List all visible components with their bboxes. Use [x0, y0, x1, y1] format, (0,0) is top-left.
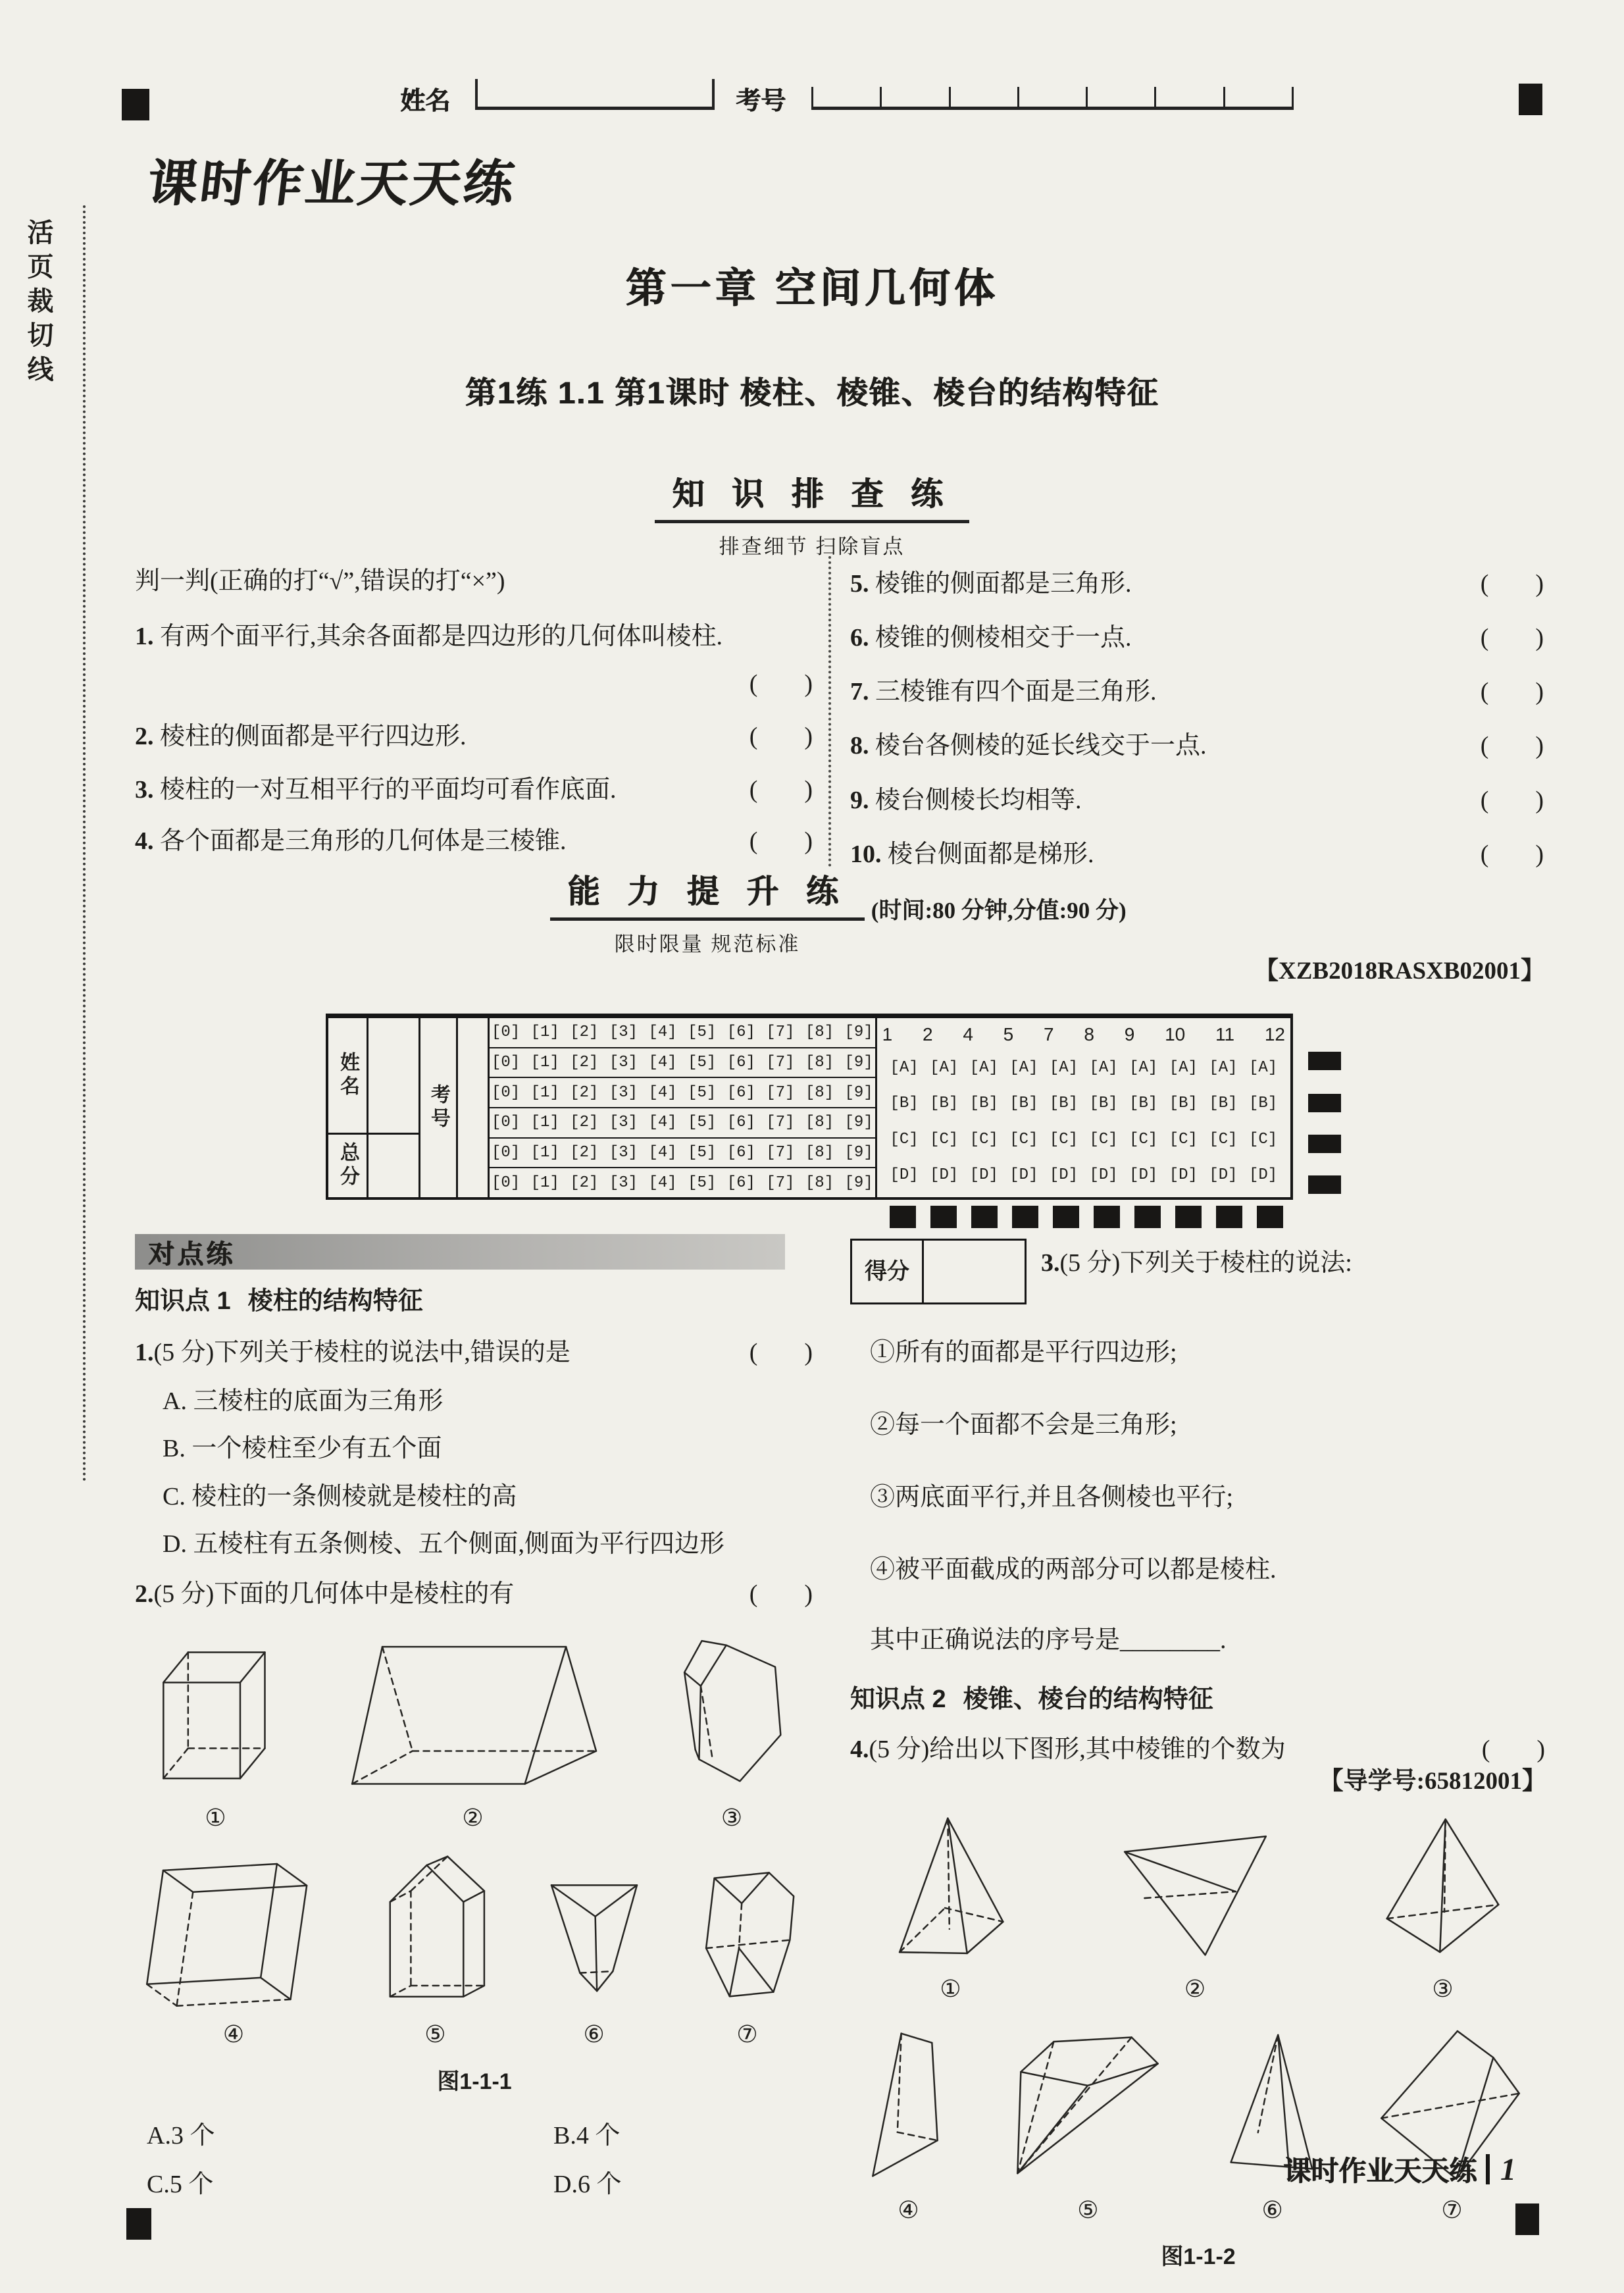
- digit-bubble-row: [0] [1] [2] [3] [4] [5] [6] [7] [8] [9]: [490, 1018, 875, 1048]
- answer-paren: ( ): [749, 670, 814, 698]
- question-1: 1.(5 分)下列关于棱柱的说法中,错误的是 ( ): [135, 1336, 814, 1369]
- figure-label: ⑤: [1077, 2197, 1099, 2225]
- composite-solid-figure: [687, 1866, 807, 2009]
- figure-label: ④: [898, 2197, 919, 2225]
- timing-mark: [1012, 1206, 1038, 1228]
- judge-question: 1. 有两个面平行,其余各面都是四边形的几何体叫棱柱. ( ): [135, 623, 814, 698]
- sheet-exam-label: 考号: [427, 1084, 449, 1131]
- timing-mark: [930, 1206, 957, 1228]
- pentagonal-prism-figure: [369, 1855, 501, 2009]
- option-bubble-row-a: [A] [A] [A] [A] [A] [A] [A] [A] [A] [A]: [890, 1058, 1278, 1077]
- pyramid-figure: [1379, 1813, 1507, 1963]
- question-3-item-3: ③两底面平行,并且各侧棱也平行;: [870, 1483, 1234, 1512]
- practice-right-column: [850, 1239, 1546, 2272]
- digit-bubble-row: [0] [1] [2] [3] [4] [5] [6] [7] [8] [9]: [490, 1139, 875, 1169]
- booklet-masthead: 课时作业天天练: [143, 156, 520, 212]
- sheet-total-write-area: [368, 1135, 419, 1197]
- question-2: 2.(5 分)下面的几何体中是棱柱的有 ( ): [135, 1578, 814, 1610]
- option-bubble-row-c: [C] [C] [C] [C] [C] [C] [C] [C] [C] [C]: [890, 1130, 1278, 1148]
- timing-mark: [890, 1206, 916, 1228]
- sheet-total-label: 总分: [337, 1142, 359, 1190]
- sheet-digit-grid: [490, 1018, 876, 1197]
- answer-paren: ( ): [749, 1339, 814, 1367]
- question-2-options: [135, 2119, 814, 2201]
- figure-1-1-2-caption: 图1-1-2: [1161, 2244, 1236, 2269]
- answer-paren: ( ): [1480, 624, 1545, 652]
- practice-banner: 对点练: [135, 1234, 785, 1270]
- knowledge-point-1: 知识点 1 棱柱的结构特征: [135, 1287, 423, 1315]
- answer-paren: ( ): [749, 827, 814, 855]
- triangular-prism-figure: [346, 1628, 599, 1792]
- sheet-name-label: 姓名: [337, 1051, 359, 1099]
- question-number-row: 1 2 4 5 7 8 9 10 11 12: [882, 1024, 1285, 1044]
- page-footer: [1283, 2150, 1516, 2189]
- review-section-header: [0, 469, 1624, 559]
- question-1-option-c: C. 棱柱的一条侧棱就是棱柱的高: [163, 1482, 517, 1510]
- timing-mark: [1094, 1206, 1120, 1228]
- pyramid-figure: [1005, 2025, 1170, 2184]
- lesson-title: 第1练 1.1 第1课时 棱柱、棱锥、棱台的结构特征: [465, 375, 1159, 410]
- ability-section-header: [26, 866, 1624, 957]
- sheet-option-grid: [877, 1018, 1290, 1197]
- figure-1-1-1-row-1: [135, 1628, 814, 1834]
- figure-label: ⑥: [583, 2021, 605, 2048]
- question-3-header: [850, 1239, 1546, 1304]
- figure-1-1-1-row-2: [135, 1854, 814, 2051]
- question-3: 3.(5 分)下列关于棱柱的说法:: [1041, 1249, 1352, 1277]
- name-label: 姓名: [400, 88, 451, 115]
- inverted-frustum-figure: [545, 1866, 644, 2009]
- answer-paren: ( ): [749, 775, 814, 804]
- figure-label: ⑦: [1441, 2197, 1463, 2225]
- timing-mark: [1308, 1052, 1341, 1070]
- answer-paren: ( ): [1480, 732, 1545, 760]
- judge-question: 3. 棱柱的一对互相平行的平面均可看作底面. ( ): [135, 773, 814, 806]
- footer-page-number: 1: [1500, 2151, 1517, 2187]
- registration-mark-top-right: [1519, 84, 1542, 115]
- review-section-subtitle: 排查细节 扫除盲点: [719, 535, 905, 558]
- judge-question: 7. 三棱锥有四个面是三角形. ( ): [850, 675, 1545, 708]
- answer-paren: ( ): [1480, 786, 1545, 814]
- question-2-option-b: B.4 个: [553, 2122, 621, 2150]
- judge-instruction: 判一判(正确的打“√”,错误的打“×”): [135, 567, 505, 595]
- ability-section-subtitle: 限时限量 规范标准: [614, 933, 801, 956]
- pyramid-figure: [890, 1814, 1011, 1963]
- answer-paren: ( ): [1480, 678, 1545, 706]
- figure-label: ①: [940, 1975, 961, 2003]
- question-3-item-4: ④被平面截成的两部分可以都是棱柱.: [870, 1556, 1277, 1584]
- footer-divider: [1486, 2154, 1490, 2184]
- cuboid-figure: [155, 1644, 276, 1792]
- exam-number-fill-line: [811, 87, 1294, 110]
- score-box-blank: [924, 1241, 1025, 1302]
- score-box: [850, 1239, 1027, 1304]
- column-divider: [828, 556, 831, 867]
- pyramid-figure: [867, 2025, 950, 2184]
- timing-mark: [1053, 1206, 1079, 1228]
- timing-mark: [1308, 1094, 1341, 1112]
- question-2-option-d: D.6 个: [553, 2171, 622, 2199]
- question-4: 4.(5 分)给出以下图形,其中棱锥的个数为 ( ): [850, 1733, 1546, 1766]
- review-left-column: [135, 565, 814, 858]
- answer-paren: ( ): [1481, 1735, 1546, 1763]
- knowledge-point-2: 知识点 2 棱锥、棱台的结构特征: [850, 1685, 1213, 1713]
- figure-label: ⑦: [736, 2021, 758, 2048]
- figure-label: ②: [1184, 1975, 1206, 2003]
- sheet-exam-write-area: [458, 1018, 490, 1197]
- hexagonal-solid-figure: [669, 1634, 794, 1792]
- answer-paren: ( ): [1480, 570, 1545, 598]
- timing-mark: [1257, 1206, 1283, 1228]
- question-3-conclusion: 其中正确说法的序号是________.: [870, 1626, 1227, 1654]
- figure-label: ⑥: [1261, 2197, 1283, 2225]
- score-box-label: 得分: [852, 1241, 924, 1302]
- question-2-option-a: A.3 个: [147, 2122, 215, 2150]
- question-1-option-a: A. 三棱柱的底面为三角形: [163, 1387, 444, 1416]
- figure-label: ③: [721, 1805, 743, 1832]
- judge-question: 2. 棱柱的侧面都是平行四边形. ( ): [135, 720, 814, 753]
- judge-question: 6. 棱锥的侧棱相交于一点. ( ): [850, 621, 1545, 654]
- figure-1-1-2-row-2: [850, 2024, 1546, 2227]
- figure-label: ⑤: [424, 2021, 446, 2048]
- question-3-item-2: ②每一个面都不会是三角形;: [870, 1411, 1177, 1439]
- timing-mark: [1216, 1206, 1242, 1228]
- timing-mark: [1175, 1206, 1202, 1228]
- footer-brand: 课时作业天天练: [1283, 2155, 1477, 2186]
- option-bubble-row-d: [D] [D] [D] [D] [D] [D] [D] [D] [D] [D]: [890, 1166, 1278, 1185]
- figure-1-1-2-row-1: [850, 1813, 1546, 2005]
- chapter-title: 第一章 空间几何体: [625, 266, 999, 311]
- cut-line-label: 活页裁切线: [24, 219, 53, 390]
- ability-time-score-meta: (时间:80 分钟,分值:90 分): [871, 898, 1127, 923]
- timing-mark: [971, 1206, 998, 1228]
- figure-1-1-1-caption: 图1-1-1: [437, 2069, 512, 2095]
- answer-paren: ( ): [1480, 840, 1545, 868]
- oblique-prism-figure: [141, 1854, 326, 2009]
- question-1-option-d: D. 五棱柱有五条侧棱、五个侧面,侧面为平行四边形: [163, 1530, 724, 1558]
- question-1-option-b: B. 一个棱柱至少有五个面: [163, 1435, 442, 1463]
- pyramid-figure: [1118, 1820, 1273, 1963]
- judge-question: 10. 棱台侧面都是梯形. ( ): [850, 838, 1545, 871]
- judge-question: 5. 棱锥的侧面都是三角形. ( ): [850, 567, 1545, 600]
- name-fill-line: [475, 79, 715, 110]
- review-section-title: 知 识 排 查 练: [655, 469, 969, 523]
- figure-label: ①: [205, 1805, 226, 1832]
- timing-mark: [1308, 1175, 1341, 1194]
- registration-mark-top-left: [122, 89, 149, 120]
- judge-question: 4. 各个面都是三角形的几何体是三棱锥. ( ): [135, 825, 814, 858]
- judge-question: 8. 棱台各侧棱的延长线交于一点. ( ): [850, 729, 1545, 762]
- answer-paren: ( ): [749, 723, 814, 751]
- guide-code: 【导学号:65812001】: [1319, 1768, 1546, 1795]
- figure-label: ③: [1432, 1975, 1454, 2003]
- review-right-column: [850, 567, 1545, 871]
- option-bubble-row-b: [B] [B] [B] [B] [B] [B] [B] [B] [B] [B]: [890, 1095, 1278, 1113]
- digit-bubble-row: [0] [1] [2] [3] [4] [5] [6] [7] [8] [9]: [490, 1108, 875, 1139]
- figure-label: ②: [462, 1805, 484, 1832]
- question-2-option-c: C.5 个: [147, 2171, 214, 2199]
- ability-section-title: 能 力 提 升 练: [550, 866, 864, 921]
- digit-bubble-row: [0] [1] [2] [3] [4] [5] [6] [7] [8] [9]: [490, 1078, 875, 1108]
- answer-paren: ( ): [749, 1580, 814, 1608]
- digit-bubble-row: [0] [1] [2] [3] [4] [5] [6] [7] [8] [9]: [490, 1048, 875, 1079]
- exam-number-label: 考号: [736, 88, 786, 115]
- sheet-name-write-area: [368, 1018, 419, 1133]
- digit-bubble-row: [0] [1] [2] [3] [4] [5] [6] [7] [8] [9]: [492, 1173, 873, 1192]
- figure-label: ④: [222, 2021, 245, 2048]
- timing-mark: [1134, 1206, 1161, 1228]
- question-3-item-1: ①所有的面都是平行四边形;: [870, 1339, 1177, 1366]
- timing-mark: [1308, 1135, 1341, 1153]
- answer-sheet: [326, 1014, 1293, 1200]
- registration-mark-bottom-left: [126, 2208, 151, 2240]
- practice-left-column: [135, 1285, 814, 2201]
- paper-code: 【XZB2018RASXB02001】: [1254, 958, 1545, 985]
- judge-question: 9. 棱台侧棱长均相等. ( ): [850, 784, 1545, 817]
